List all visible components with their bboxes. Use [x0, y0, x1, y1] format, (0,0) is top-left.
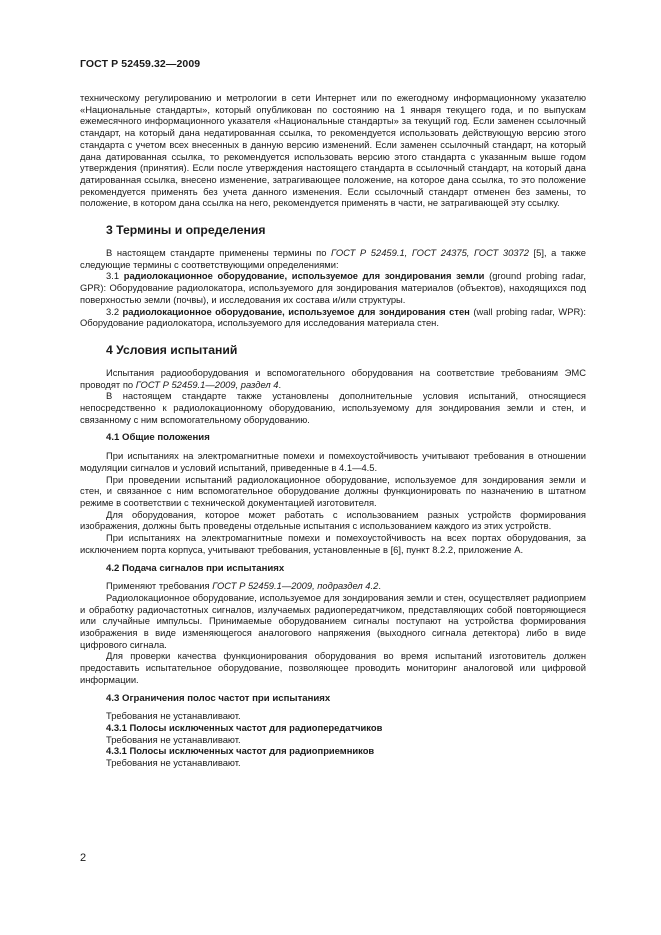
page-number: 2: [80, 852, 87, 864]
intro-paragraph: техническому регулированию и метрологии в сети Интернет или по ежегодному информационному указателю «Национальные стандарты», который опубликован по состоянию на 1 января текущего года, и по выпускам ежемесячного информационного указателя «Национальные стандарты» за текущий год. Если заменен ссылочный стандарт, на который дана недатированная ссылка, то рекомендуется использовать действующую версию этого стандарта с учетом всех внесенных в данную версию изменений. Если заменен ссылочный стандарт, на который дана датированная ссылка, то рекомендуется использовать версию этого стандарта с указанным выше годом утверждения (принятия). Если после утверждения настоящего стандарта в ссылочный стандарт, на который дана датированная ссылка, внесено изменение, затрагивающее положение, на которое дана ссылка, то это положение рекомендуется применять без учета данного изменения. Если ссылочный стандарт отменен без замены, то положение, в котором дана ссылка на него, рекомендуется применять в части, не затрагивающей эту ссылку.: [80, 92, 586, 209]
document-body: [80, 92, 586, 769]
section-4-3-1-title: 4.3.1 Полосы исключенных частот для радиопередатчиков: [106, 721, 383, 733]
section-4-1-title: 4.1 Общие положения: [106, 432, 210, 444]
section-4-paragraph-1: Испытания радиооборудования и вспомогательного оборудования на соответствие требованиям ЭМС проводят по ГОСТ Р 52459.1—2009, раздел 4.: [80, 366, 586, 390]
section-4-1-paragraph-2: При проведении испытаний радиолокационное оборудование, используемое для зондирования земли и стен, и связанное с ним вспомогательное оборудование должны функционировать по назначению в штатном режиме в соответствии с технической документацией изготовителя.: [80, 473, 586, 508]
section-4-2-paragraph-3: Для проверки качества функционирования оборудования во время испытаний изготовитель должен предоставить испытательное оборудование, позволяющее проводить мониторинг аналоговой или цифровой информации.: [80, 650, 586, 685]
section-4-2-title: 4.2 Подача сигналов при испытаниях: [106, 562, 285, 574]
section-4-3-2-requirement: Требования не устанавливают.: [106, 757, 241, 769]
term-3-1: 3.1 радиолокационное оборудование, используемое для зондирования земли (ground probing radar, GPR): Оборудование радиолокатора, используемого для зондирования материалов (объектов), находящихся под поверхностью земли (почвы), и исследования их состава и/или структуры.: [80, 270, 587, 305]
section-4-1-paragraph-4: При испытаниях на электромагнитные помехи и помехоустойчивость на всех портах оборудования, за исключением порта корпуса, учитывают требования, установленные в [6], пункт 8.2.2, приложение А.: [80, 532, 586, 555]
document-header: ГОСТ Р 52459.32—2009: [80, 58, 201, 70]
section-4-1-paragraph-1: При испытаниях на электромагнитные помехи и помехоустойчивость учитывают требования в отношении модуляции сигналов и условий испытаний, приведенные в 4.1—4.5.: [80, 450, 586, 473]
section-4-title: 4 Условия испытаний: [106, 342, 238, 357]
section-4-3-requirement: Требования не устанавливают.: [106, 710, 241, 722]
section-4-paragraph-2: В настоящем стандарте также установлены дополнительные условия испытаний, относящиеся непосредственно к радиолокационному оборудованию, используемому для зондирования земли и стен, и связанному с ним вспомогательному оборудованию.: [80, 390, 586, 425]
section-4-3-2-title: 4.3.1 Полосы исключенных частот для радиоприемников: [106, 745, 375, 757]
term-3-2: 3.2 радиолокационное оборудование, используемое для зондирования стен (wall probing radar, WPR): Оборудование радиолокатора, используемого для исследования материала стен.: [80, 305, 586, 329]
section-4-3-1-requirement: Требования не устанавливают.: [106, 733, 241, 745]
section-4-2-paragraph-2: Радиолокационное оборудование, используемое для зондирования земли и стен, осуществляет радиоприем и обработку радиочастотных сигналов, излучаемых радиопередатчиком, представляющих собой повторяющиеся или случайные импульсы. Принимаемые оборудованием сигналы поступают на устройства формирования изображения в виде изменяющегося аналогового напряжения (выходного сигнала детектора) либо в виде цифрового сигнала.: [80, 591, 586, 650]
section-3-paragraph: В настоящем стандарте применены термины по ГОСТ Р 52459.1, ГОСТ 24375, ГОСТ 30372 [5], а также следующие термины с соответствующими определениями:: [80, 247, 586, 270]
section-4-1-paragraph-3: Для оборудования, которое может работать с использованием разных устройств формирования изображения, должны быть проведены отдельные испытания с использованием каждого из этих устройств.: [80, 508, 586, 532]
section-4-2-paragraph-1: Применяют требования ГОСТ Р 52459.1—2009, подраздел 4.2.: [106, 580, 381, 592]
section-4-3-title: 4.3 Ограничения полос частот при испытаниях: [106, 692, 331, 704]
section-3-title: 3 Термины и определения: [106, 223, 266, 238]
